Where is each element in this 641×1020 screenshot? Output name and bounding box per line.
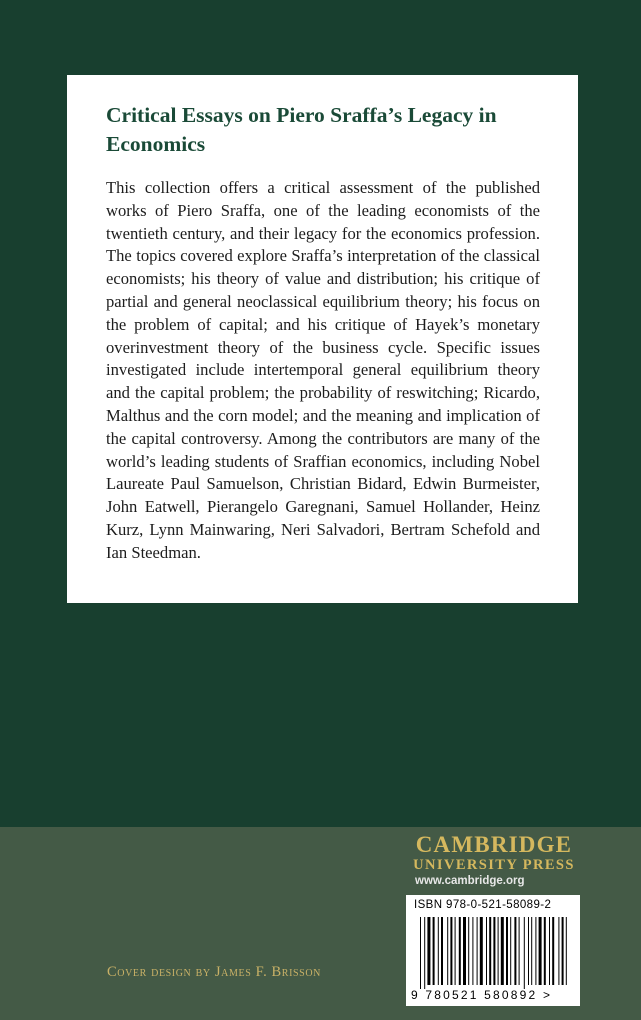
barcode-bar — [486, 917, 487, 985]
barcode-bar — [519, 917, 520, 985]
barcode-bar — [558, 917, 559, 985]
book-description: This collection offers a critical assessment of the published works of Piero Sraffa, one of the leading economists of the twentieth century, and their legacy for the economics profession. The topics covered explore Sraffa’s interpretation of the classical economists; his theory of value and distribution; his critique of partial and general neoclassical equilibrium theory; his focus on the problem of capital; and his critique of Hayek’s monetary overinvestment theory of the business cycle. Specific issues investigated include intertemporal general equilibrium theory and the capital problem; the probability of reswitching; Ricardo, Malthus and the corn model; and the meaning and implication of the capital controversy. Among the contributors are many of the world’s leading students of Sraffian economics, including Nobel Laureate Paul Samuelson, Christian Bidard, Edwin Burmeister, John Eatwell, Pierangelo Garegnani, Samuel Hollander, Heinz Kurz, Lynn Mainwaring, Neri Salvadori, Bertram Schefold and Ian Steedman. — [106, 178, 540, 562]
barcode-digits: 9 780521 580892 > — [411, 988, 553, 1002]
barcode-bar — [535, 917, 536, 985]
cover-design-credit: Cover design by James F. Brisson — [107, 964, 321, 980]
barcode-bar — [433, 917, 435, 985]
barcode-bar — [468, 917, 469, 985]
book-title: Critical Essays on Piero Sraffa’s Legacy in Economics — [106, 103, 497, 156]
barcode-bar — [549, 917, 550, 985]
barcode-bar — [477, 917, 478, 985]
publisher-press: UNIVERSITY PRESS — [413, 857, 575, 873]
back-cover-text-panel — [67, 75, 578, 603]
barcode-bar — [441, 917, 443, 985]
barcode-bar — [438, 917, 439, 985]
barcode-bar — [506, 917, 508, 985]
barcode-bar — [493, 917, 495, 985]
barcode-bar — [539, 917, 542, 985]
cover-footer — [0, 827, 641, 1020]
barcode-bar — [480, 917, 483, 985]
barcode-bar — [450, 917, 452, 985]
barcode-bar — [498, 917, 499, 985]
barcode-bar — [459, 917, 461, 985]
barcode-bar — [463, 917, 466, 985]
publisher-logo — [409, 833, 579, 887]
publisher-name: CAMBRIDGE — [415, 832, 573, 857]
barcode-bar — [489, 917, 491, 985]
barcode-bar — [427, 917, 430, 985]
barcode-bar — [544, 917, 546, 985]
barcode-bar — [552, 917, 554, 985]
barcode-bar — [531, 917, 532, 985]
barcode-bar — [562, 917, 564, 985]
barcode-bar — [455, 917, 456, 985]
barcode-bar — [501, 917, 504, 985]
barcode-bar — [472, 917, 473, 985]
isbn-label: ISBN 978-0-521-58089-2 — [414, 899, 552, 911]
barcode-bar — [528, 917, 529, 985]
barcode-bar — [524, 917, 525, 989]
publisher-url: www.cambridge.org — [415, 875, 525, 887]
barcode-bar — [566, 917, 567, 985]
barcode-bar — [447, 917, 448, 985]
barcode-bar — [514, 917, 516, 985]
barcode-bar — [424, 917, 425, 989]
barcode-bar — [510, 917, 511, 985]
isbn-barcode — [406, 895, 580, 1006]
barcode-bar — [420, 917, 421, 989]
